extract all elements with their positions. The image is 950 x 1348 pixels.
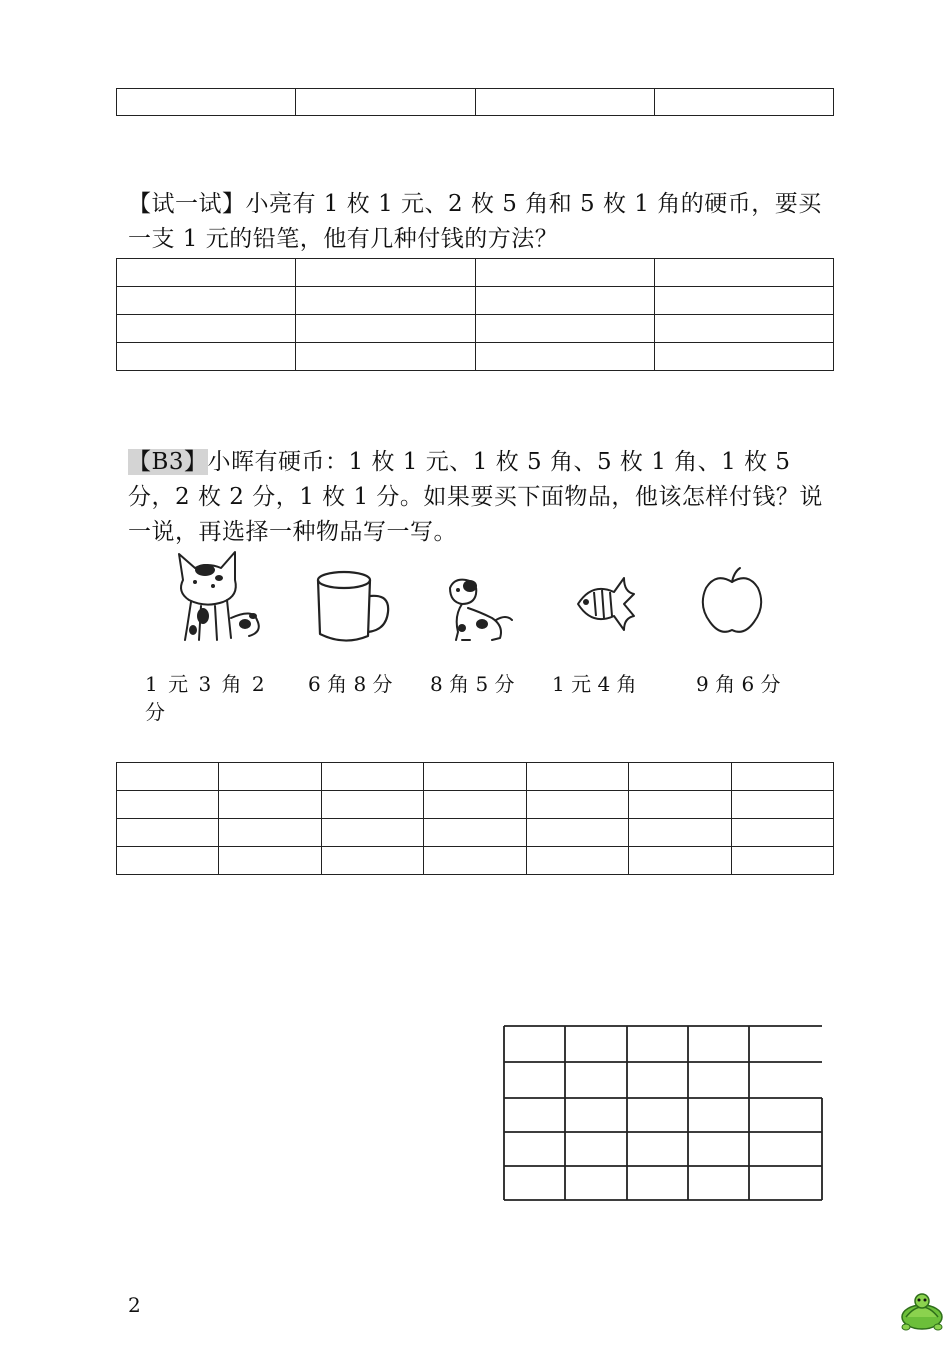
table-cell[interactable] xyxy=(321,763,423,791)
page-number: 2 xyxy=(128,1293,141,1317)
table-cell[interactable] xyxy=(296,287,475,315)
table-cell[interactable] xyxy=(296,259,475,287)
problem-try-text xyxy=(128,187,828,257)
table-cell[interactable] xyxy=(321,847,423,875)
item-price: 1 元 4 角 xyxy=(552,672,637,696)
b3-answer-table xyxy=(116,762,834,875)
table-cell[interactable] xyxy=(296,89,475,116)
item-price: 8 角 5 分 xyxy=(430,672,515,696)
table-cell[interactable] xyxy=(321,819,423,847)
table-cell[interactable] xyxy=(117,89,296,116)
table-cell[interactable] xyxy=(117,343,296,371)
table-cell[interactable] xyxy=(629,819,731,847)
table-cell[interactable] xyxy=(629,847,731,875)
item-price: 9 角 6 分 xyxy=(696,672,781,696)
table-cell[interactable] xyxy=(731,791,833,819)
table-cell[interactable] xyxy=(475,315,654,343)
table-cell[interactable] xyxy=(654,315,833,343)
top-answer-table xyxy=(116,88,834,116)
table-cell[interactable] xyxy=(654,287,833,315)
dog-icon xyxy=(440,574,518,646)
item-price: 1 元 3 角 2 分 xyxy=(145,672,267,724)
problem-b3-body: 小晖有硬币：1 枚 1 元、1 枚 5 角、5 枚 1 角、1 枚 5 分，2 枚 2 分，1 枚 1 分。如果要买下面物品，他该怎样付钱？说一说，再选择一种物品写一写。 xyxy=(128,449,823,545)
table-cell[interactable] xyxy=(424,847,526,875)
table-cell[interactable] xyxy=(424,819,526,847)
table-cell[interactable] xyxy=(731,819,833,847)
bottom-grid xyxy=(500,1022,826,1204)
table-cell[interactable] xyxy=(654,89,833,116)
fish-icon xyxy=(574,572,640,636)
apple-icon xyxy=(696,566,768,638)
table-cell[interactable] xyxy=(117,763,219,791)
table-cell[interactable] xyxy=(219,819,321,847)
table-cell[interactable] xyxy=(117,259,296,287)
table-cell[interactable] xyxy=(526,763,628,791)
table-cell[interactable] xyxy=(117,287,296,315)
problem-b3-tag: 【B3】 xyxy=(128,449,208,475)
table-cell[interactable] xyxy=(219,847,321,875)
problem-b3-text xyxy=(128,445,828,550)
table-cell[interactable] xyxy=(296,315,475,343)
cat-icon xyxy=(165,548,275,648)
cup-icon xyxy=(312,568,394,648)
table-cell[interactable] xyxy=(731,763,833,791)
table-cell[interactable] xyxy=(117,847,219,875)
problem-try-body: 小亮有 1 枚 1 元、2 枚 5 角和 5 枚 1 角的硬币，要买一支 1 元的铅笔，他有几种付钱的方法？ xyxy=(128,191,822,252)
table-cell[interactable] xyxy=(475,287,654,315)
table-cell[interactable] xyxy=(654,343,833,371)
table-cell[interactable] xyxy=(117,819,219,847)
table-cell[interactable] xyxy=(296,343,475,371)
table-cell[interactable] xyxy=(526,819,628,847)
table-cell[interactable] xyxy=(629,763,731,791)
item-price: 6 角 8 分 xyxy=(308,672,393,696)
table-cell[interactable] xyxy=(654,259,833,287)
table-cell[interactable] xyxy=(526,791,628,819)
table-cell[interactable] xyxy=(117,791,219,819)
table-cell[interactable] xyxy=(475,259,654,287)
table-cell[interactable] xyxy=(475,89,654,116)
try-answer-table xyxy=(116,258,834,371)
table-cell[interactable] xyxy=(629,791,731,819)
table-cell[interactable] xyxy=(424,791,526,819)
table-cell[interactable] xyxy=(424,763,526,791)
table-cell[interactable] xyxy=(731,847,833,875)
table-cell[interactable] xyxy=(526,847,628,875)
table-cell[interactable] xyxy=(321,791,423,819)
table-cell[interactable] xyxy=(475,343,654,371)
table-cell[interactable] xyxy=(219,791,321,819)
turtle-logo-icon xyxy=(898,1287,946,1335)
problem-try-tag: 【试一试】 xyxy=(128,191,246,217)
table-cell[interactable] xyxy=(117,315,296,343)
table-cell[interactable] xyxy=(219,763,321,791)
